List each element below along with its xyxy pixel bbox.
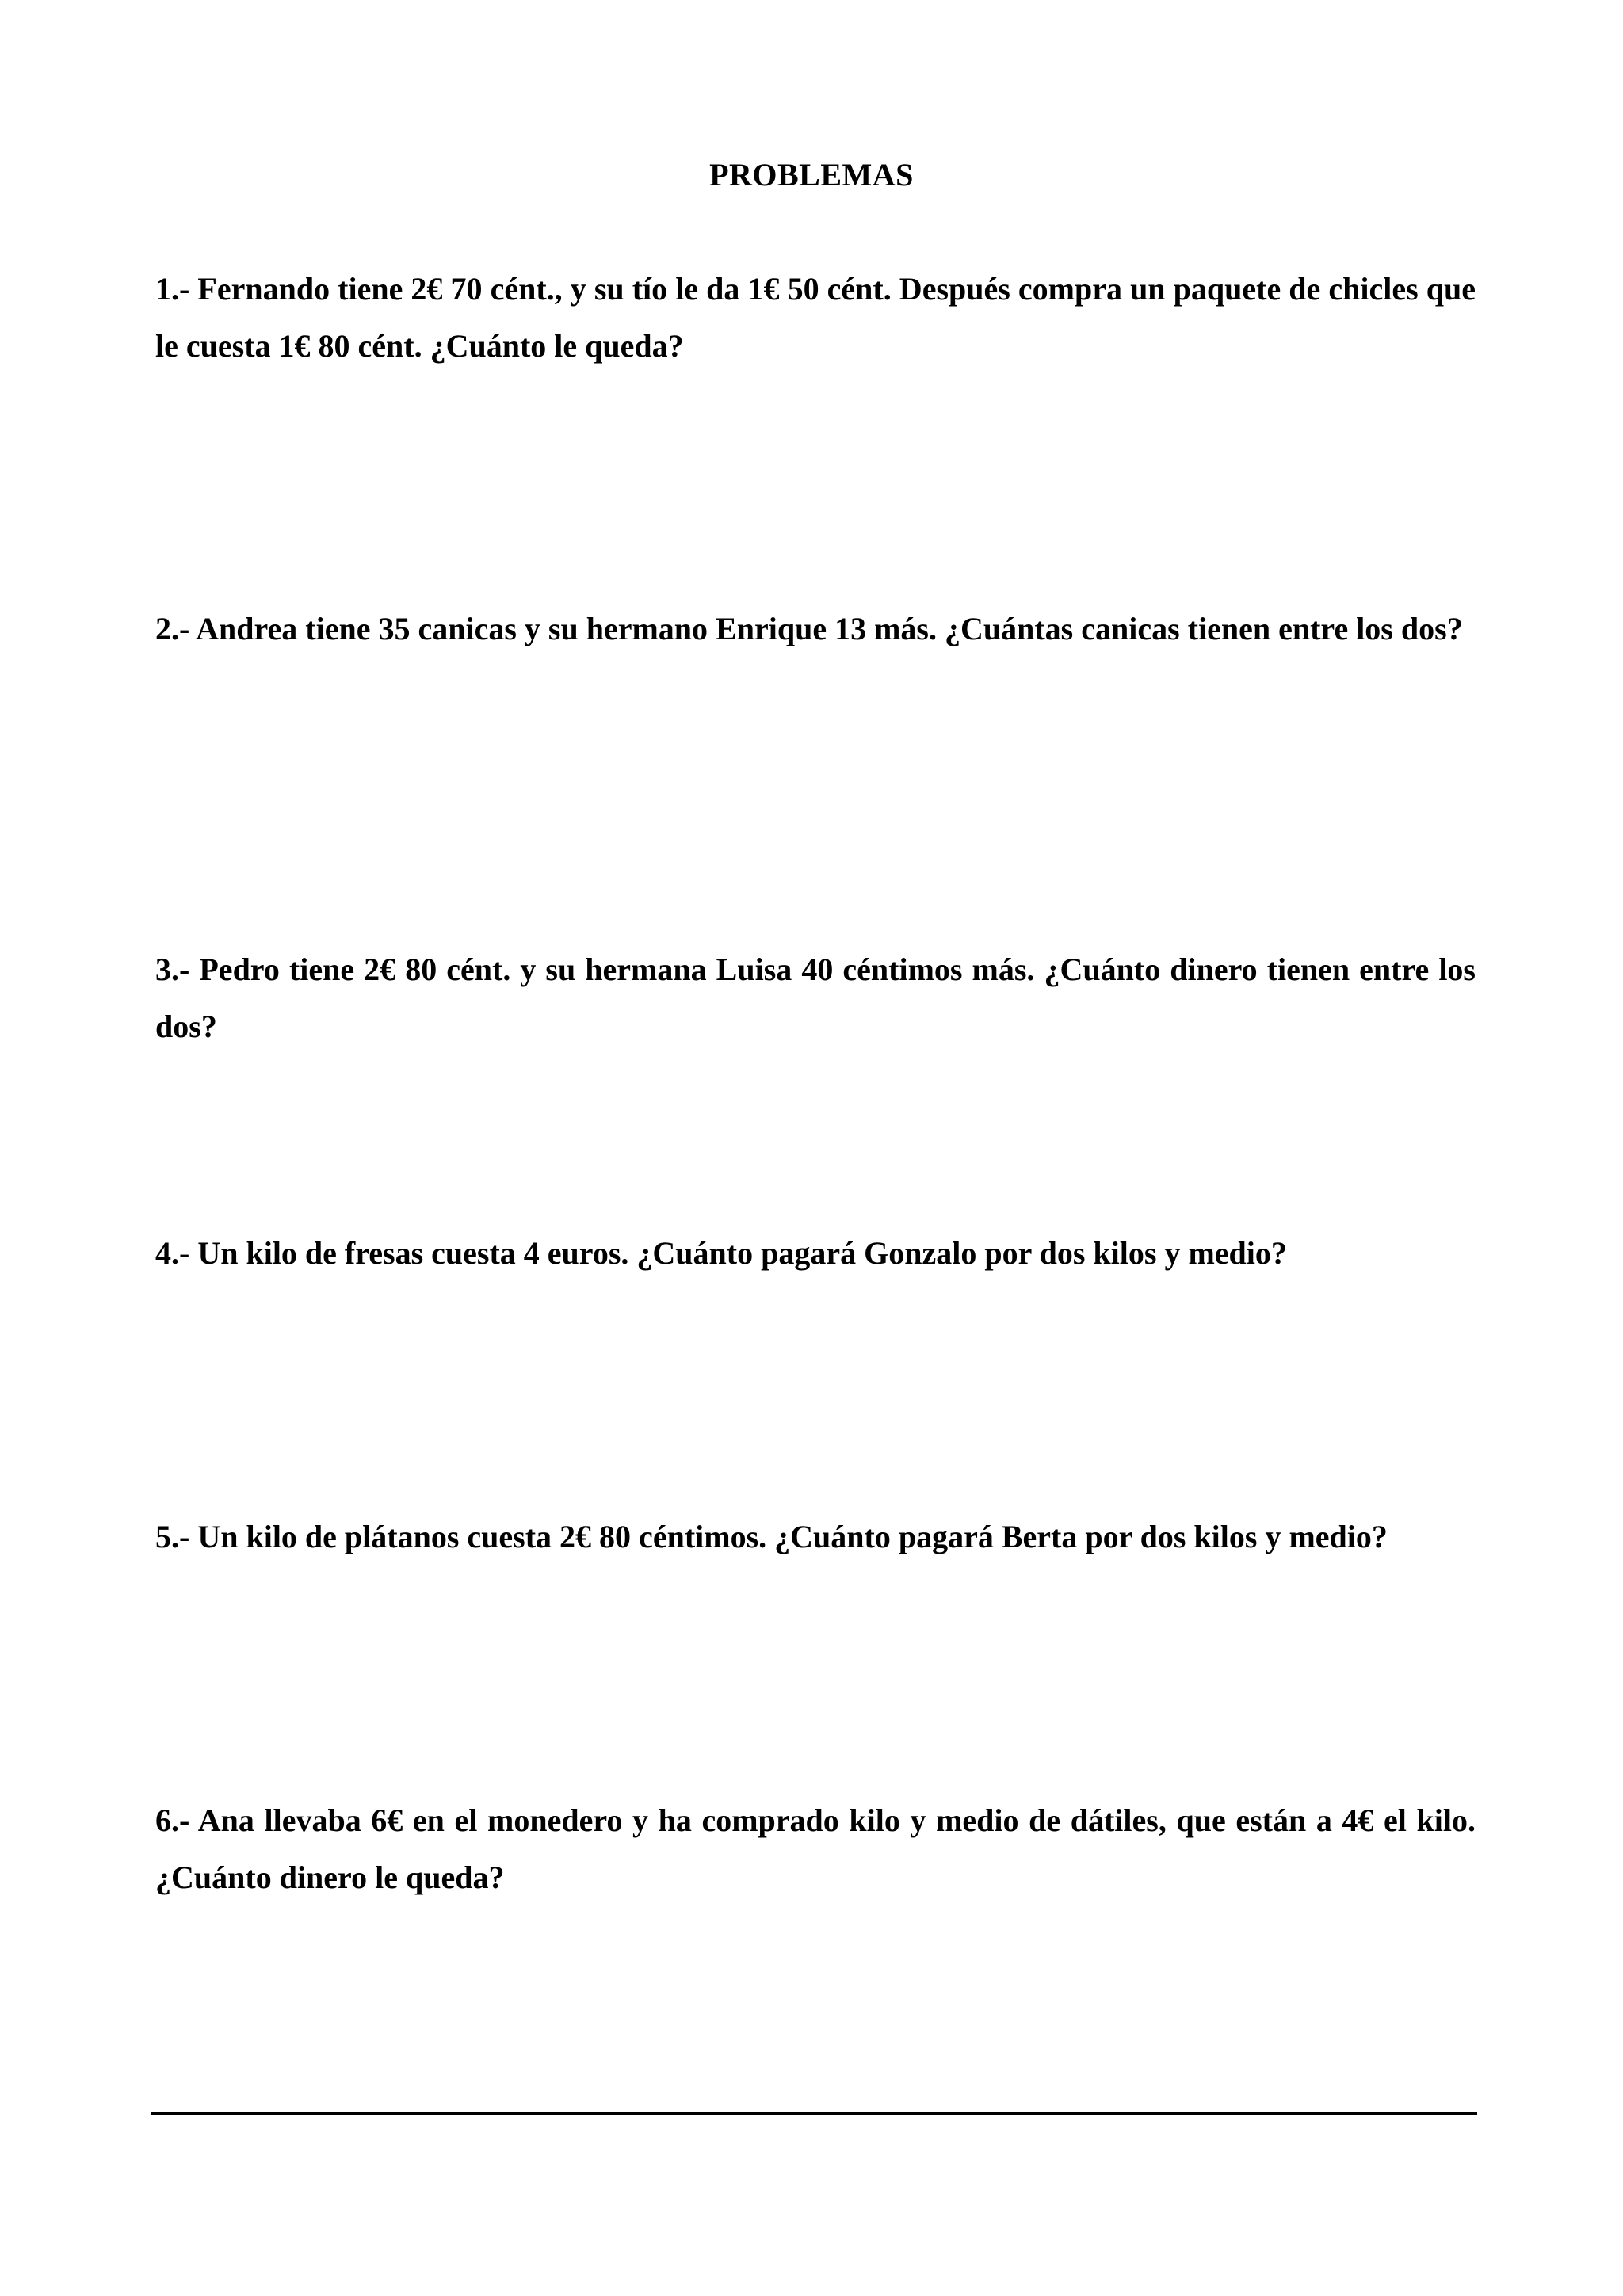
problem-3: 3.- Pedro tiene 2€ 80 cént. y su hermana Luisa 40 céntimos más. ¿Cuánto dinero tienen entre los dos? [155, 952, 1476, 1044]
problem-2: 2.- Andrea tiene 35 canicas y su hermano Enrique 13 más. ¿Cuántas canicas tienen entre los dos? [155, 611, 1463, 646]
problem-1: 1.- Fernando tiene 2€ 70 cént., y su tío le da 1€ 50 cént. Después compra un paquete de chicles que le cuesta 1€ 80 cént. ¿Cuánto le queda? [155, 271, 1476, 364]
problem-5: 5.- Un kilo de plátanos cuesta 2€ 80 céntimos. ¿Cuánto pagará Berta por dos kilos y medio? [155, 1519, 1388, 1554]
problem-6: 6.- Ana llevaba 6€ en el monedero y ha comprado kilo y medio de dátiles, que están a 4€ el kilo. ¿Cuánto dinero le queda? [155, 1802, 1476, 1895]
problem-4: 4.- Un kilo de fresas cuesta 4 euros. ¿Cuánto pagará Gonzalo por dos kilos y medio? [155, 1235, 1287, 1271]
footer-divider [151, 2112, 1477, 2115]
page-title: PROBLEMAS [709, 157, 914, 193]
